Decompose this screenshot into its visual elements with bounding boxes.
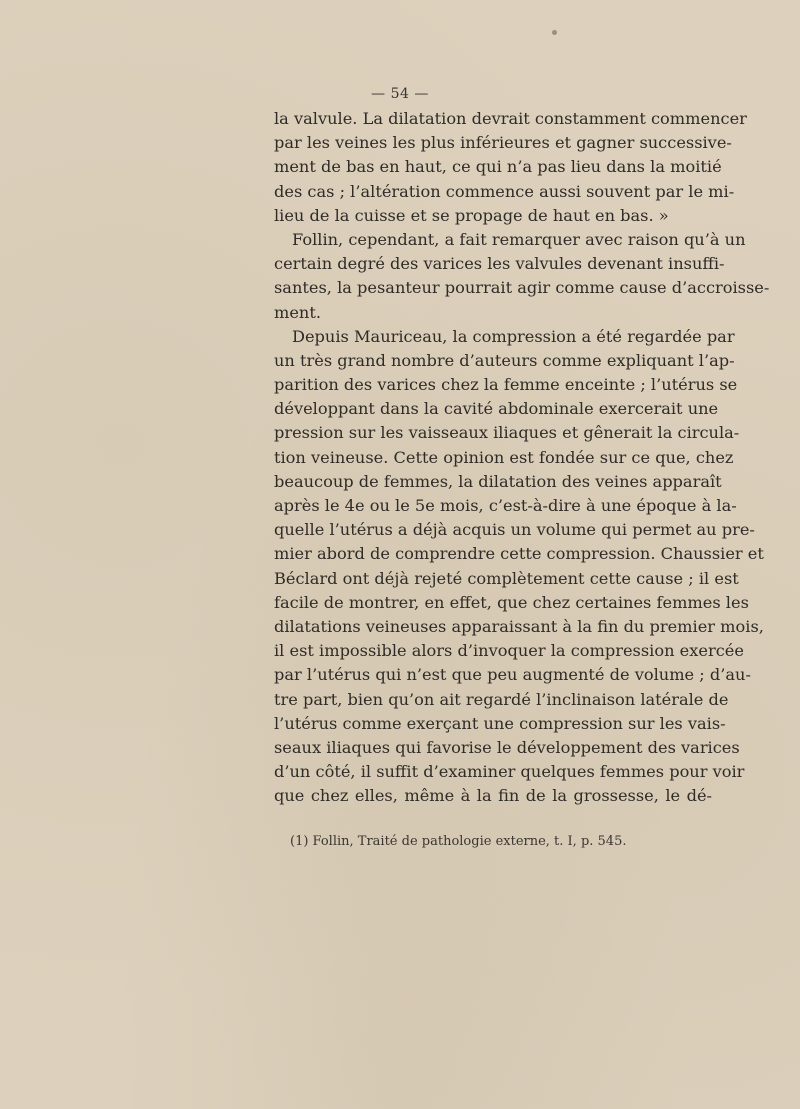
body-line: que chez elles, même à la fin de la grossesse, le dé- xyxy=(274,786,712,806)
body-line: l’utérus comme exerçant une compression sur les vais- xyxy=(274,713,726,733)
body-line: Béclard ont déjà rejeté complètement cette cause ; il est xyxy=(274,568,739,588)
body-line: quelle l’utérus a déjà acquis un volume qui permet au pre- xyxy=(274,520,755,540)
body-line: certain degré des varices les valvules devenant insuffi- xyxy=(274,254,725,274)
body-line: parition des varices chez la femme enceinte ; l’utérus se xyxy=(274,375,738,395)
page-number-text: — 54 — xyxy=(371,86,429,102)
body-line: Depuis Mauriceau, la compression a été regardée par xyxy=(292,326,735,346)
body-line: dilatations veineuses apparaissant à la fin du premier mois, xyxy=(274,616,764,636)
body-line: ment de bas en haut, ce qui n’a pas lieu dans la moitié xyxy=(274,157,722,177)
body-line: mier abord de comprendre cette compression. Chaussier et xyxy=(274,544,764,564)
body-line: d’un côté, il suffit d’examiner quelques femmes pour voir xyxy=(274,762,745,782)
body-line: beaucoup de femmes, la dilatation des veines apparaît xyxy=(274,471,722,491)
body-line: ment. xyxy=(274,302,322,322)
body-line: par les veines les plus inférieures et gagner successive- xyxy=(274,133,732,153)
body-line: un très grand nombre d’auteurs comme expliquant l’ap- xyxy=(274,350,735,370)
body-line: pression sur les vaisseaux iliaques et gênerait la circula- xyxy=(274,423,740,443)
body-line: facile de montrer, en effet, que chez certaines femmes les xyxy=(274,592,749,612)
body-text xyxy=(274,107,770,808)
body-line: lieu de la cuisse et se propage de haut en bas. » xyxy=(274,205,669,225)
body-line: Follin, cependant, a fait remarquer avec raison qu’à un xyxy=(292,229,746,249)
body-line: santes, la pesanteur pourrait agir comme cause d’accroisse- xyxy=(274,278,770,298)
body-line: tre part, bien qu’on ait regardé l’inclinaison latérale de xyxy=(274,689,729,709)
body-line: par l’utérus qui n’est que peu augmenté de volume ; d’au- xyxy=(274,665,751,685)
body-line: seaux iliaques qui favorise le développement des varices xyxy=(274,737,740,757)
body-line: il est impossible alors d’invoquer la compression exercée xyxy=(274,641,744,661)
footnote: (1) Follin, Traité de pathologie externe, t. I, p. 545. xyxy=(290,834,627,849)
paper-speck xyxy=(552,30,557,35)
body-line: après le 4e ou le 5e mois, c’est-à-dire à une époque à la- xyxy=(274,496,737,515)
page-number xyxy=(0,86,800,102)
body-line: la valvule. La dilatation devrait constamment commencer xyxy=(274,109,747,128)
body-line: des cas ; l’altération commence aussi souvent par le mi- xyxy=(274,181,735,201)
body-line: tion veineuse. Cette opinion est fondée sur ce que, chez xyxy=(274,447,734,467)
body-line: développant dans la cavité abdominale exercerait une xyxy=(274,399,719,419)
